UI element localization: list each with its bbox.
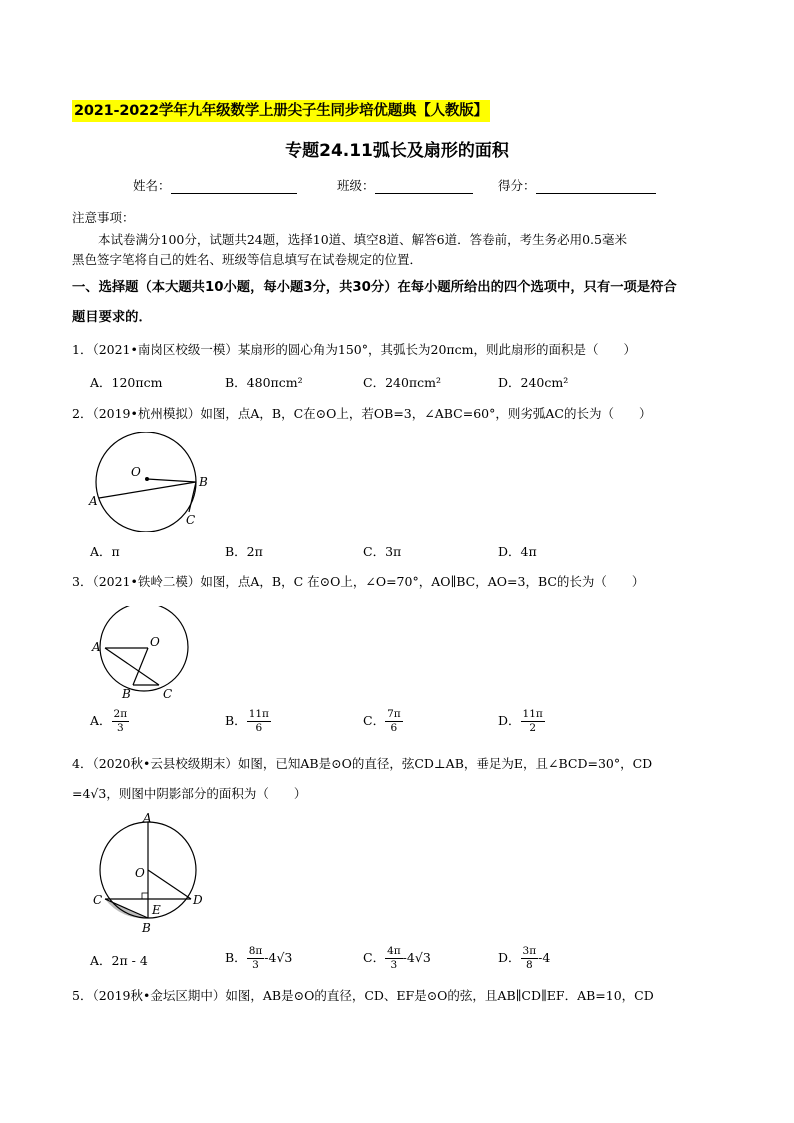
q4-right-angle-mark	[142, 893, 148, 899]
q4-label-b: B	[142, 921, 151, 935]
q2-option-c: C．3π	[363, 544, 402, 559]
q3-option-c-den: 6	[390, 722, 398, 734]
q3-label-b: B	[122, 687, 131, 701]
q4-option-d	[498, 945, 550, 972]
q3-segment-ac	[105, 648, 159, 685]
q3-option-c-fraction	[385, 708, 403, 735]
q4-option-a	[90, 951, 148, 969]
q2-label-o: O	[131, 465, 141, 479]
q3-option-a-num: 2π	[113, 708, 128, 720]
q4-figure	[88, 810, 213, 938]
q2-option-d: D．4π	[498, 544, 537, 559]
q4-label-a: A	[143, 811, 152, 825]
q4-option-c-den: 3	[390, 959, 398, 971]
class-field	[337, 176, 473, 194]
q4-option-d-letter: D．	[498, 950, 521, 965]
q4-option-c-letter: C．	[363, 950, 386, 965]
q4-option-d-num: 3π	[522, 945, 537, 957]
class-blank	[375, 193, 473, 194]
q3-option-a-fraction	[112, 708, 130, 735]
q3-option-d-fraction	[521, 708, 545, 735]
q4-option-b-fraction	[247, 945, 265, 972]
q3-label-o: O	[150, 635, 160, 649]
q3-option-b	[225, 708, 271, 735]
name-field	[133, 176, 297, 194]
question-3-stem: 3．（2021•铁岭二模）如图，点A，B，C 在⊙O上，∠O=70°，AO∥BC，AO=3，BC的长为（ ）	[72, 574, 645, 589]
q4-segment-cb	[105, 899, 148, 918]
section-heading-2: 题目要求的．	[72, 310, 152, 325]
q2-figure	[85, 432, 215, 532]
q1-option-b: B．480πcm²	[225, 375, 303, 390]
q4-option-a-text: 2π - 4	[111, 953, 148, 968]
name-blank	[171, 193, 297, 194]
q3-option-a-den: 3	[116, 722, 124, 734]
q4-option-c-tail: -4√3	[402, 950, 431, 965]
q2-option-a: A．π	[90, 544, 120, 559]
q3-option-d-num: 11π	[522, 708, 543, 720]
q4-option-a-letter: A．	[90, 953, 112, 968]
q3-option-a-letter: A．	[90, 713, 112, 728]
q3-option-d-den: 2	[529, 722, 536, 734]
q3-label-a: A	[92, 640, 101, 654]
q4-option-b	[225, 945, 292, 972]
q3-option-d	[498, 708, 545, 735]
q4-label-e: E	[152, 903, 161, 917]
notes-label: 注意事项：	[72, 210, 135, 225]
q4-option-d-den: 8	[525, 959, 533, 971]
class-label: 班级：	[337, 178, 375, 193]
q3-option-b-num: 11π	[248, 708, 269, 720]
q3-option-c-num: 7π	[387, 708, 401, 720]
q3-option-c	[363, 708, 403, 735]
q3-figure	[88, 606, 198, 702]
q3-option-d-letter: D．	[498, 713, 521, 728]
q4-label-o: O	[135, 866, 145, 880]
question-4-stem-1: 4．（2020秋•云县校级期末）如图，已知AB是⊙O的直径，弦CD⊥AB，垂足为E，且∠BCD=30°，CD	[72, 756, 653, 771]
q3-option-a	[90, 708, 129, 735]
q4-option-d-fraction	[521, 945, 539, 972]
question-1-stem: 1．（2021•南岗区校级一模）某扇形的圆心角为150°，其弧长为20πcm，则此扇形的面积是（ ）	[72, 342, 636, 357]
question-2-stem: 2．（2019•杭州模拟）如图，点A，B，C在⊙O上，若OB=3，∠ABC=60°，则劣弧AC的长为（ ）	[72, 406, 652, 421]
q2-center-dot	[145, 477, 149, 481]
section-heading-1: 一、选择题（本大题共10小题，每小题3分，共30分）在每小题所给出的四个选项中，只有一项是符合	[72, 280, 677, 295]
q3-segment-ob	[133, 648, 148, 685]
q4-option-c-num: 4π	[387, 945, 401, 957]
q3-option-b-den: 6	[255, 722, 263, 734]
score-field	[498, 176, 656, 194]
document-title: 专题24.11弧长及扇形的面积	[285, 141, 509, 161]
q3-option-b-fraction	[247, 708, 271, 735]
q4-option-c	[363, 945, 431, 972]
q2-label-a: A	[89, 494, 98, 508]
question-4-stem-2: =4√3，则图中阴影部分的面积为（ ）	[72, 786, 307, 801]
q2-label-c: C	[186, 513, 196, 527]
q2-circle	[96, 432, 196, 532]
q2-radius-ob	[147, 479, 196, 482]
q3-label-c: C	[163, 687, 173, 701]
q2-chord-ab	[99, 482, 196, 498]
q3-option-c-letter: C．	[363, 713, 386, 728]
q2-option-b: B．2π	[225, 544, 263, 559]
series-title: 2021-2022学年九年级数学上册尖子生同步培优题典【人教版】	[72, 100, 490, 122]
q4-option-b-num: 8π	[248, 945, 263, 957]
q4-option-c-fraction	[385, 945, 403, 972]
q4-segment-od	[148, 870, 191, 899]
q4-option-d-tail: -4	[538, 950, 551, 965]
notes-line-2: 黑色签字笔将自己的姓名、班级等信息填写在试卷规定的位置．	[72, 252, 423, 267]
q2-label-b: B	[199, 475, 208, 489]
q4-option-b-den: 3	[252, 959, 259, 971]
q2-chord-bc	[189, 482, 196, 512]
q1-option-c: C．240πcm²	[363, 375, 442, 390]
q4-option-b-letter: B．	[225, 950, 247, 965]
notes-line-1: 本试卷满分100分，试题共24题，选择10道、填空8道、解答6道．答卷前，考生务必用0.5毫米	[98, 232, 627, 247]
question-5-stem: 5．（2019秋•金坛区期中）如图，AB是⊙O的直径，CD、EF是⊙O的弦，且AB∥CD∥EF．AB=10，CD	[72, 988, 654, 1003]
score-label: 得分：	[498, 178, 536, 193]
name-label: 姓名：	[133, 178, 171, 193]
q1-option-a: A．120πcm	[90, 375, 163, 390]
q4-label-c: C	[93, 893, 103, 907]
score-blank	[536, 193, 656, 194]
q4-option-b-tail: -4√3	[264, 950, 293, 965]
q3-option-b-letter: B．	[225, 713, 247, 728]
q1-option-d: D．240cm²	[498, 375, 569, 390]
q4-label-d: D	[193, 893, 203, 907]
